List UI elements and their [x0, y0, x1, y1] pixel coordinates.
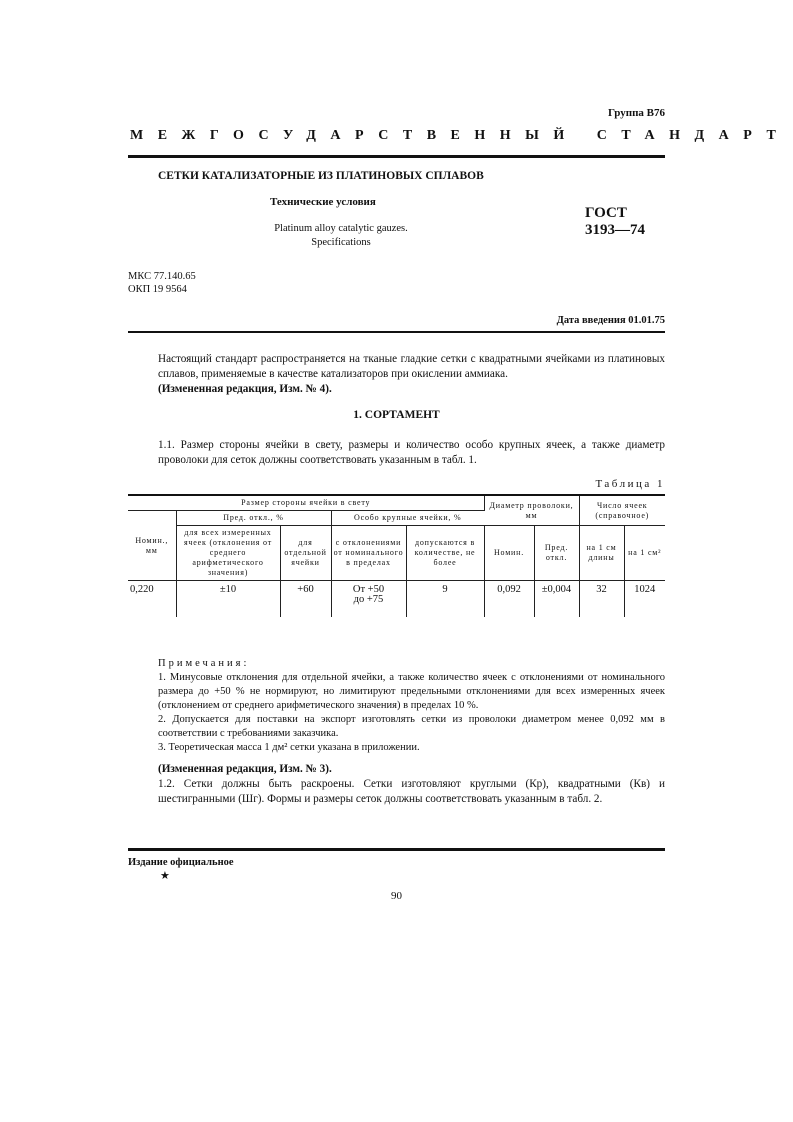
- section-heading: 1. СОРТАМЕНТ: [353, 409, 440, 421]
- amendment-3: (Измененная редакция, Изм. № 3).: [158, 763, 332, 775]
- english-title-line1: Platinum alloy catalytic gauzes.: [274, 223, 408, 234]
- mks-code: МКС 77.140.65: [128, 271, 196, 282]
- cell-large-deviation-from: От +50: [352, 584, 385, 595]
- edition-label: Издание официальное: [128, 857, 234, 868]
- th-single-cell: для отдельной ячейки: [280, 526, 331, 581]
- document-subtitle: Технические условия: [270, 196, 376, 208]
- th-large-deviation: с отклонениями от номинального в пределах: [331, 526, 406, 581]
- th-cell-count: Число ячеек (справочное): [579, 495, 665, 526]
- cell-all-cells: ±10: [176, 581, 280, 618]
- group-code: Группа В76: [607, 107, 665, 119]
- english-title: [230, 222, 452, 250]
- date-rule: [128, 331, 665, 333]
- date-value: 01.01.75: [628, 315, 665, 326]
- th-all-cells: для всех измеренных ячеек (отклонения от среднего арифметического значения): [176, 526, 280, 581]
- intro-text: Настоящий стандарт распространяется на тканые гладкие сетки с квадратными ячейками из платиновых сплавов, применяемые в качестве катализаторов при окислении аммиака.: [158, 353, 665, 380]
- classification-codes: [128, 270, 196, 296]
- th-diameter-tolerance: Пред. откл.: [534, 526, 579, 581]
- cell-diameter-tolerance: ±0,004: [534, 581, 579, 618]
- gost-label: ГОСТ: [585, 205, 627, 221]
- th-mesh-size: Размер стороны ячейки в свету: [128, 495, 484, 511]
- introduction-date: [557, 315, 665, 326]
- gost-number: 3193—74: [585, 222, 645, 238]
- date-label: Дата введения: [556, 315, 626, 326]
- th-nominal: Номин., мм: [128, 511, 176, 581]
- page-number: 90: [391, 890, 402, 902]
- th-wire-diameter: Диаметр проволоки, мм: [484, 495, 579, 526]
- cell-large-deviation-to: до +75: [353, 594, 384, 605]
- star-icon: ★: [160, 870, 170, 882]
- cell-nominal: 0,220: [128, 581, 176, 618]
- clause-1-2: [128, 762, 665, 807]
- intro-paragraph: [128, 352, 665, 397]
- note-2: 2. Допускается для поставки на экспорт изготовлять сетки из проволоки диаметром менее 0,092 мм в соответствии с требованиями заказчика.: [158, 714, 665, 739]
- note-3: 3. Теоретическая масса 1 дм² сетки указана в приложении.: [158, 742, 420, 753]
- english-title-line2: Specifications: [311, 237, 371, 248]
- header-rule: [128, 155, 665, 158]
- footer-rule: [128, 848, 665, 851]
- cell-single-cell: +60: [280, 581, 331, 618]
- table-row: [128, 581, 665, 618]
- th-large-allowed: допускаются в количестве, не более: [406, 526, 484, 581]
- cell-diameter-nominal: 0,092: [484, 581, 534, 618]
- gost-designation: [585, 205, 645, 239]
- clause-1-2-text: 1.2. Сетки должны быть раскроены. Сетки изготовляют круглыми (Кр), квадратными (Кв) и шестигранными (Шг). Формы и размеры сеток должны соответствовать указанным в табл. 2.: [158, 778, 665, 805]
- clause-1-1: [128, 438, 665, 468]
- cell-per-cm: 32: [579, 581, 624, 618]
- note-1: 1. Минусовые отклонения для отдельной ячейки, а также количество ячеек с отклонениями от номинального размера до +50 % не нормируют, но лимитируют предельными отклонениями для всех измеренных ячеек (отклонением от среднего арифметического значения) в пределах 10 %.: [158, 672, 665, 711]
- th-diameter-nominal: Номин.: [484, 526, 534, 581]
- th-per-cm2: на 1 см²: [624, 526, 665, 581]
- cell-large-allowed: 9: [406, 581, 484, 618]
- notes-block: [128, 657, 665, 755]
- okp-code: ОКП 19 9564: [128, 284, 187, 295]
- document-title: СЕТКИ КАТАЛИЗАТОРНЫЕ ИЗ ПЛАТИНОВЫХ СПЛАВОВ: [158, 170, 484, 182]
- table-1: [128, 494, 665, 617]
- intro-amendment: (Измененная редакция, Изм. № 4).: [158, 383, 332, 395]
- th-large-cells: Особо крупные ячейки, %: [331, 511, 484, 526]
- notes-heading: Примечания:: [158, 658, 250, 669]
- th-per-cm: на 1 см длины: [579, 526, 624, 581]
- standard-banner: МЕЖГОСУДАРСТВЕННЫЙ СТАНДАРТ: [130, 128, 791, 143]
- table-caption: Таблица 1: [595, 478, 665, 490]
- cell-large-deviation: [331, 581, 406, 618]
- cell-per-cm2: 1024: [634, 584, 656, 595]
- clause-1-1-text: 1.1. Размер стороны ячейки в свету, размеры и количество особо крупных ячеек, а также диаметр проволоки для сеток должны соответствовать указанным в табл. 1.: [158, 439, 665, 466]
- th-tolerance: Пред. откл., %: [176, 511, 331, 526]
